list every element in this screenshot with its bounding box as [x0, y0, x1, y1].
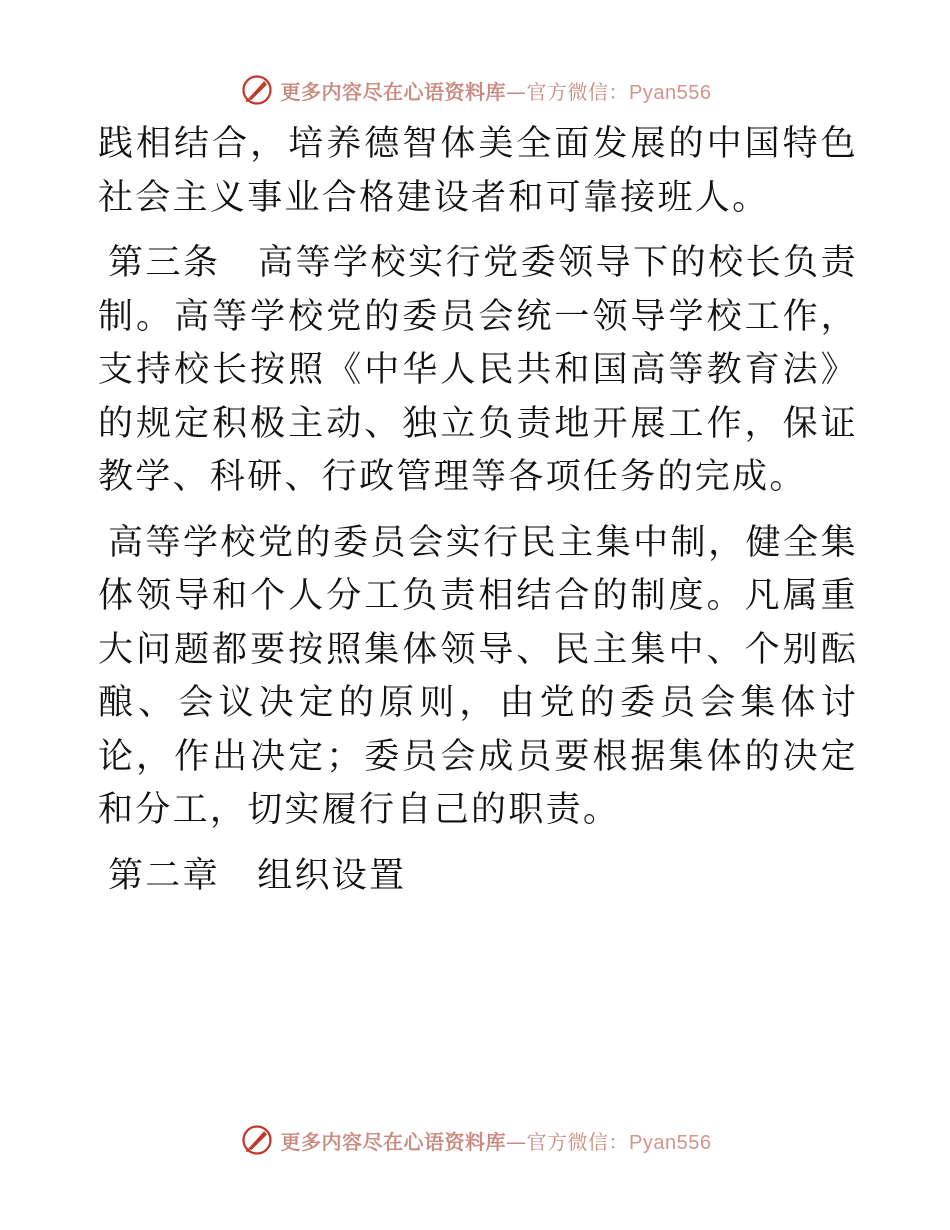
watermark-dash: —	[506, 1129, 527, 1154]
watermark-site-name: 更多内容尽在心语资料库	[280, 1129, 507, 1154]
watermark-site-name: 更多内容尽在心语资料库	[280, 79, 507, 104]
feather-pen-logo-icon	[239, 72, 275, 108]
watermark-text	[281, 76, 712, 105]
paragraph-article-3: 第三条 高等学校实行党委领导下的校长负责制。高等学校党的委员会统一领导学校工作，支持校长按照《中华人民共和国高等教育法》的规定积极主动、独立负责地开展工作，保证教学、科研、行政管理等各项任务的完成。	[98, 243, 858, 497]
watermark-footer	[0, 1120, 950, 1160]
watermark-wechat-label: 官方微信：	[526, 79, 630, 104]
chapter-heading: 第二章 组织设置	[108, 855, 407, 896]
watermark-dash: —	[506, 79, 527, 104]
feather-pen-logo-icon	[239, 1122, 275, 1158]
watermark-wechat-label: 官方微信：	[526, 1129, 630, 1154]
document-body	[98, 118, 858, 915]
watermark-text	[281, 1126, 712, 1155]
paragraph-democratic-centralism: 高等学校党的委员会实行民主集中制，健全集体领导和个人分工负责相结合的制度。凡属重大问题都要按照集体领导、民主集中、个别酝酿、会议决定的原则，由党的委员会集体讨论，作出决定；委员会成员要根据集体的决定和分工，切实履行自己的职责。	[98, 522, 858, 830]
paragraph-1: 践相结合，培养德智体美全面发展的中国特色社会主义事业合格建设者和可靠接班人。	[98, 124, 858, 218]
watermark-wechat-id: Pyan556	[629, 1131, 712, 1154]
watermark-wechat-id: Pyan556	[629, 81, 712, 104]
watermark-header	[0, 70, 950, 110]
